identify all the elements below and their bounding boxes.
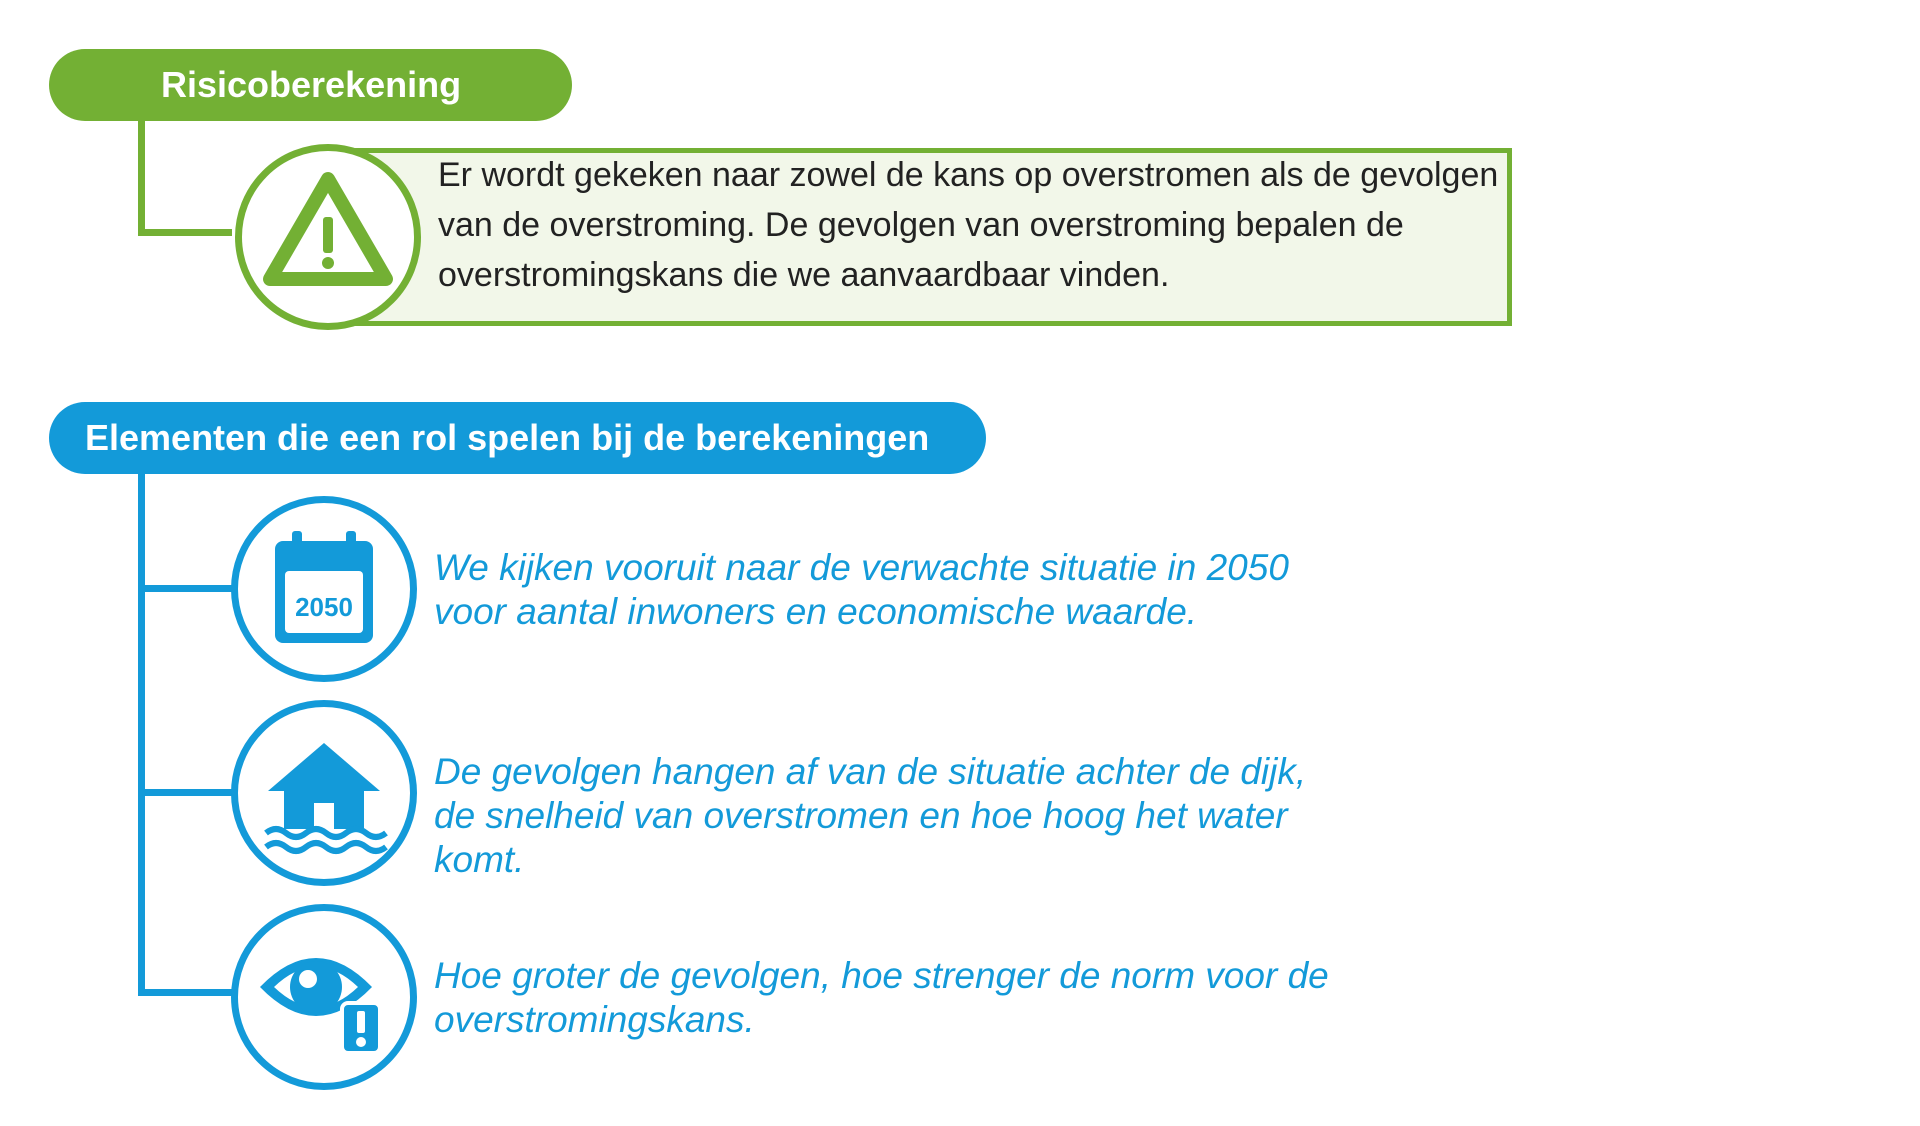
risk-heading: Risicoberekening (49, 49, 572, 121)
elements-heading: Elementen die een rol spelen bij de berekeningen (49, 402, 986, 474)
connector-line (138, 789, 236, 796)
calendar-circle (231, 496, 417, 682)
connector-line (138, 470, 145, 996)
warning-circle (235, 144, 421, 330)
element-text-consequences: De gevolgen hangen af van de situatie achter de dijk, de snelheid van overstromen en hoe hoog het water komt. (434, 751, 1307, 880)
eye-alert-icon (238, 911, 410, 1083)
house-circle (231, 700, 417, 886)
connector-line (138, 989, 236, 996)
risk-text: Er wordt gekeken naar zowel de kans op overstromen als de gevolgen van de overstroming. De gevolgen van overstroming bepalen de overstromingskans die we aanvaardbaar vinden. (438, 156, 1499, 294)
calendar-year: 2050 (295, 592, 353, 622)
calendar-icon (238, 503, 410, 675)
element-text-forecast: We kijken vooruit naar de verwachte situatie in 2050 voor aantal inwoners en economische waarde. (434, 547, 1289, 632)
element-text-norm: Hoe groter de gevolgen, hoe strenger de norm voor de overstromingskans. (434, 955, 1329, 1040)
connector-line (138, 118, 145, 236)
flooded-house-icon (238, 707, 410, 879)
connector-line (138, 229, 232, 236)
warning-triangle-icon (242, 151, 414, 323)
eye-circle (231, 904, 417, 1090)
connector-line (138, 585, 236, 592)
